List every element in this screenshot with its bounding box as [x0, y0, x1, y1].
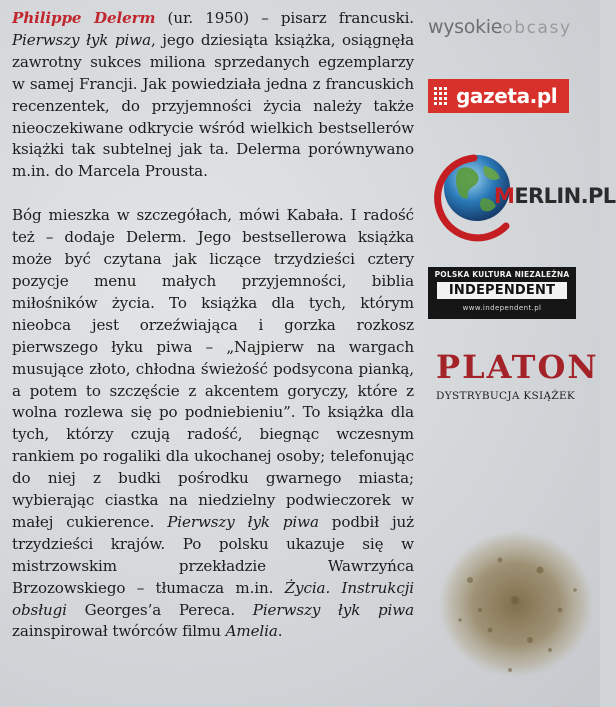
text-span: zainspirował twórców filmu	[12, 622, 226, 641]
merlin-pl-logo	[422, 148, 616, 244]
platon-logo	[436, 348, 599, 402]
film-title: Amelia	[225, 622, 278, 641]
independent-logo	[428, 267, 576, 319]
text-span: Bóg mieszka w szczegółach, mówi Kabała. I radość też – dodaje Delerm. Jego bestsellerowa książka może być czytana jak liczące trzydzieści cztery pozycje menu małych przyjemności, biblia miłośników życia. To książka dla tych, którym nieobca jest orzeźwiająca i gorzka rozkosz pierwszego łyku piwa – „Najpierw na wargach musujące złoto, chłodna świeżość podsycona pianką, a potem to szczęście z akcentem goryczy, które z wolna rozlewa się po podniebieniu”. To książka dla tych, którzy czują radość, biegnąc wczesnym rankiem po rogaliki dla ukochanej osoby; telefonując do niej z budki pośrodku gwarnego miasta; wybierając ciastka na niedzielny podwieczorek w małej cukierence.	[12, 206, 414, 531]
independent-name: INDEPENDENT	[437, 282, 567, 299]
beer-foam-stain-graphic	[430, 520, 600, 690]
text-span: .	[277, 622, 283, 641]
independent-url: www.independent.pl	[462, 304, 542, 312]
independent-tagline: POLSKA KULTURA NIEZALEŻNA	[434, 270, 570, 279]
wysokie-obcasy-word2: obcasy	[502, 18, 572, 38]
wysokie-obcasy-logo	[428, 16, 588, 46]
author-name: Philippe Delerm	[12, 9, 156, 27]
gazeta-pl-logo	[428, 79, 569, 113]
merlin-rest: ERLIN.PL	[514, 184, 616, 208]
wysokie-obcasy-word1: wysokie	[428, 16, 503, 38]
merlin-pl-text	[494, 184, 616, 208]
description-paragraph-2	[12, 205, 414, 643]
text-span: (ur. 1950) – pisarz francuski.	[155, 9, 414, 27]
partner-logos	[420, 0, 616, 707]
platon-name: PLATON	[436, 348, 599, 386]
merlin-m: M	[494, 184, 515, 208]
book-title: Pierwszy łyk piwa	[252, 600, 414, 619]
platon-subtitle: DYSTRYBUCJA KSIĄŻEK	[436, 390, 576, 402]
description-paragraph-1	[12, 8, 414, 183]
text-span: Georges’a Pereca.	[66, 600, 253, 619]
referenced-book-title: Życia. Instrukcji obsługi	[12, 578, 414, 619]
book-description	[12, 8, 414, 643]
text-span: , jego dziesiąta książka, osiągnęła zawrotny sukces miliona sprzedanych egzemplarzy w samej Francji. Jak powiedziała jedna z francuskich recenzentek, do przyjemności życia należy także nieoczekiwane odkrycie wśród wielkich bestsellerów książki tak subtelnej jak ta. Delerma porównywano m.in. do Marcela Prousta.	[12, 30, 414, 181]
text-span: podbił już trzydzieści krajów. Po polsku ukazuje się w mistrzowskim przekładzie Wawrzyńca Brzozowskiego – tłumacza m.in.	[12, 512, 414, 597]
dots-grid-icon	[434, 86, 452, 106]
book-title: Pierwszy łyk piwa	[167, 512, 319, 531]
gazeta-pl-text: gazeta.pl	[456, 84, 558, 108]
book-title: Pierwszy łyk piwa	[12, 30, 151, 49]
